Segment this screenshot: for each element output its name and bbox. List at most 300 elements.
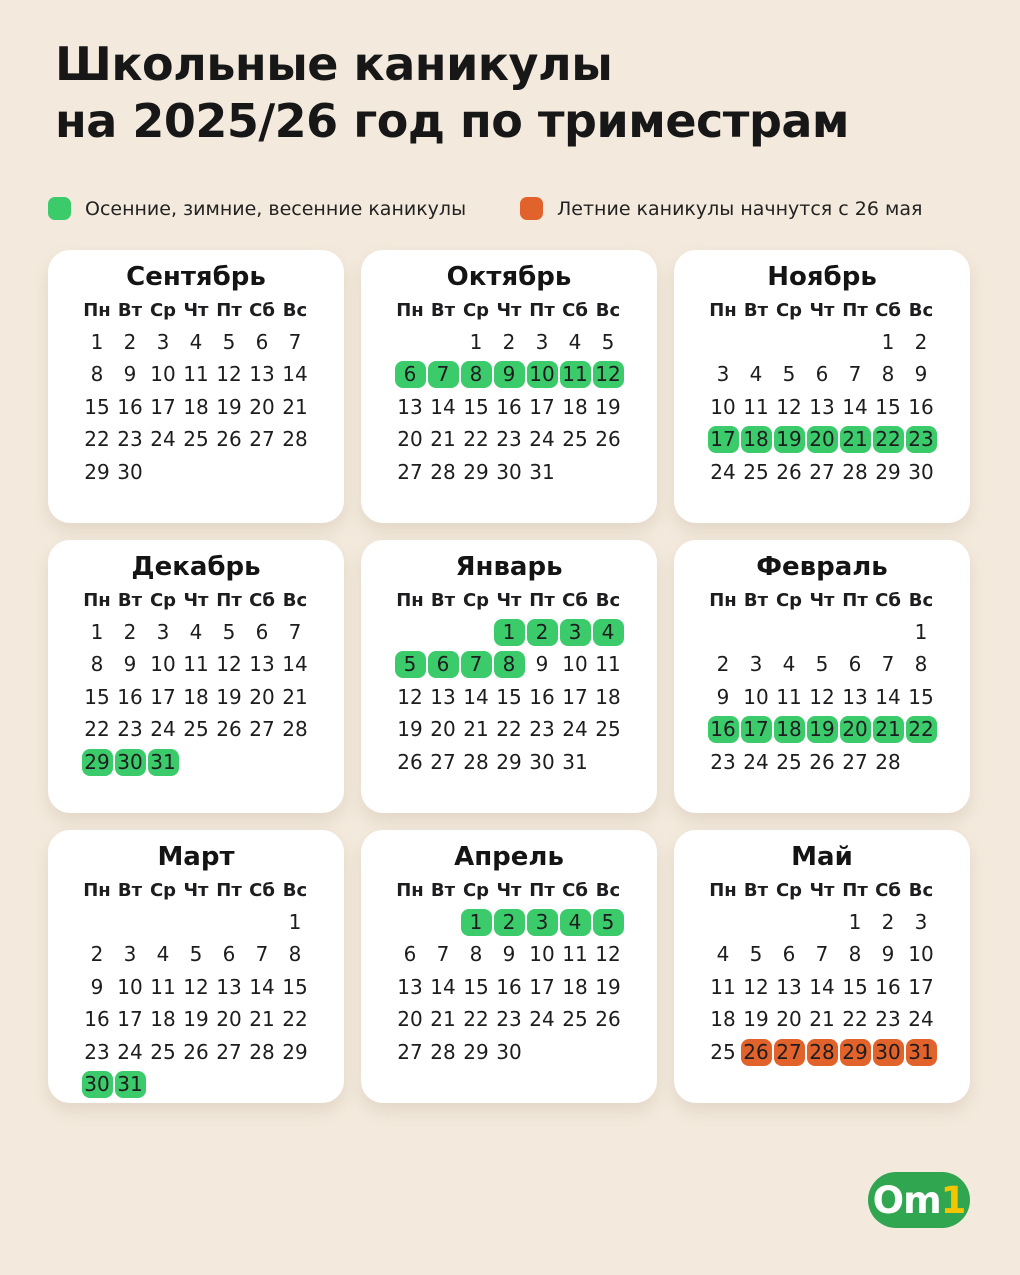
day-cell: 26 [216,427,242,451]
month-card [674,540,970,813]
day-cell: 14 [842,394,868,419]
empty-cell [839,617,872,650]
day-cell: 4 [156,942,170,966]
day-cell: 24 [529,1007,555,1031]
day-cell: 21 [463,717,489,741]
day-cell: 14 [249,974,275,999]
om1-logo [868,1172,970,1228]
day-cell: 24 [743,749,769,774]
day-cell: 23 [496,427,522,451]
day-cell: 21 [839,424,872,457]
day-cell: 16 [529,684,555,709]
day-cell: 12 [397,684,423,709]
day-cell: 8 [848,942,862,966]
day-cell: 14 [875,684,901,709]
weekday-label: Ср [149,880,177,901]
day-cell: 12 [592,359,625,392]
day-cell: 4 [568,329,582,354]
month-title: Октябрь [446,262,572,292]
weekday-label: Пт [216,300,242,321]
day-cell: 22 [463,427,489,451]
weekday-label: Вт [117,880,143,901]
day-cell: 23 [496,1007,522,1031]
month-title: Февраль [756,552,888,582]
empty-cell [246,907,279,940]
day-cell: 10 [529,942,555,966]
day-cell: 8 [493,649,526,682]
day-cell: 28 [249,1039,275,1064]
day-cell: 27 [773,1037,806,1070]
day-cell: 14 [282,362,308,386]
day-cell: 23 [117,717,143,741]
weekday-label: Сб [875,590,901,611]
day-cell: 29 [282,1039,308,1064]
empty-cell [872,617,905,650]
day-cell: 16 [496,394,522,419]
day-cell: 17 [117,1007,143,1031]
day-cell: 7 [288,619,302,644]
month-title: Декабрь [131,552,261,582]
empty-cell [213,907,246,940]
day-cell: 24 [908,1007,934,1031]
day-cell: 21 [872,714,905,747]
day-cell: 9 [502,942,516,966]
day-cell: 17 [707,424,740,457]
day-cell: 21 [809,1007,835,1031]
day-cell: 16 [875,974,901,999]
day-cell: 18 [595,684,621,709]
day-cell: 27 [809,459,835,484]
day-cell: 2 [716,652,730,676]
day-cell: 20 [249,684,275,709]
weekday-label: Вс [595,590,621,611]
day-cell: 4 [559,907,592,940]
day-cell: 7 [288,329,302,354]
day-cell: 17 [529,974,555,999]
day-cell: 5 [749,942,763,966]
day-cell: 19 [216,684,242,709]
day-cell: 16 [84,1007,110,1031]
day-cell: 25 [562,1007,588,1031]
day-cell: 1 [469,329,483,354]
day-cell: 10 [908,942,934,966]
months-grid [48,250,970,1103]
weekday-label: Вс [595,300,621,321]
empty-cell [773,327,806,360]
weekday-label: Сб [562,300,588,321]
day-cell: 8 [288,942,302,966]
empty-cell [427,327,460,360]
day-grid [674,584,970,779]
day-cell: 26 [216,717,242,741]
day-cell: 31 [562,749,588,774]
day-grid [48,294,344,489]
empty-cell [806,327,839,360]
weekday-label: Чт [809,880,835,901]
day-cell: 9 [123,362,137,386]
weekday-label: Чт [183,300,209,321]
weekday-label: Вт [430,880,456,901]
day-cell: 11 [710,974,736,999]
day-cell: 13 [842,684,868,709]
day-cell: 28 [842,459,868,484]
weekday-label: Вт [430,590,456,611]
month-card [48,250,344,523]
day-cell: 14 [463,684,489,709]
day-cell: 2 [914,329,928,354]
legend-label: Летние каникулы начнутся с 26 мая [557,197,923,220]
green-legend-swatch [48,197,71,220]
day-cell: 7 [881,652,895,676]
day-cell: 7 [460,649,493,682]
day-cell: 13 [809,394,835,419]
month-card [361,540,657,813]
day-cell: 10 [150,362,176,386]
day-cell: 20 [839,714,872,747]
day-cell: 5 [815,652,829,676]
day-cell: 19 [183,1007,209,1031]
day-cell: 26 [776,459,802,484]
empty-cell [427,617,460,650]
day-cell: 4 [189,329,203,354]
day-grid [361,874,657,1069]
day-cell: 17 [562,684,588,709]
day-cell: 6 [782,942,796,966]
day-grid [674,294,970,489]
day-cell: 5 [222,619,236,644]
day-cell: 29 [496,749,522,774]
weekday-label: Пн [83,300,111,321]
day-cell: 10 [710,394,736,419]
day-cell: 11 [150,974,176,999]
day-cell: 9 [881,942,895,966]
day-cell: 22 [84,427,110,451]
day-cell: 6 [255,619,269,644]
weekday-label: Пт [529,590,555,611]
day-cell: 26 [740,1037,773,1070]
day-cell: 8 [90,652,104,676]
day-cell: 6 [222,942,236,966]
weekday-label: Ср [462,590,490,611]
day-cell: 27 [249,427,275,451]
day-cell: 5 [601,329,615,354]
day-cell: 18 [183,394,209,419]
day-cell: 15 [463,394,489,419]
day-cell: 16 [496,974,522,999]
day-cell: 30 [496,459,522,484]
day-cell: 31 [114,1069,147,1102]
weekday-label: Вс [282,880,308,901]
day-cell: 31 [147,747,180,780]
day-cell: 10 [117,974,143,999]
day-cell: 17 [740,714,773,747]
day-cell: 20 [806,424,839,457]
day-cell: 17 [150,684,176,709]
day-cell: 7 [815,942,829,966]
day-cell: 11 [183,362,209,386]
day-cell: 9 [716,684,730,709]
day-cell: 16 [117,684,143,709]
day-cell: 27 [842,749,868,774]
day-cell: 29 [463,459,489,484]
day-cell: 25 [710,1039,736,1064]
day-cell: 25 [183,427,209,451]
logo-text-one: 1 [940,1178,966,1222]
day-cell: 4 [189,619,203,644]
day-cell: 4 [716,942,730,966]
day-cell: 14 [282,652,308,676]
day-cell: 12 [776,394,802,419]
weekday-label: Вт [117,590,143,611]
weekday-label: Чт [496,590,522,611]
legend-label: Осенние, зимние, весенние каникулы [85,197,467,220]
logo-text-om: Om [872,1178,941,1222]
day-cell: 5 [394,649,427,682]
day-cell: 31 [905,1037,938,1070]
weekday-label: Пн [709,300,737,321]
day-cell: 12 [216,652,242,676]
day-cell: 14 [809,974,835,999]
day-cell: 9 [535,652,549,676]
day-cell: 12 [743,974,769,999]
day-cell: 15 [496,684,522,709]
day-cell: 3 [749,652,763,676]
month-card [674,250,970,523]
weekday-label: Пн [396,590,424,611]
day-cell: 1 [493,617,526,650]
day-cell: 29 [839,1037,872,1070]
weekday-label: Пн [709,590,737,611]
weekday-label: Ср [149,590,177,611]
day-cell: 27 [216,1039,242,1064]
page-title [55,36,849,150]
weekday-label: Вс [595,880,621,901]
day-cell: 29 [81,747,114,780]
day-cell: 9 [493,359,526,392]
weekday-label: Вс [908,300,934,321]
day-cell: 15 [908,684,934,709]
day-cell: 20 [397,1007,423,1031]
day-grid [674,874,970,1069]
day-cell: 11 [595,652,621,676]
weekday-label: Ср [462,300,490,321]
day-cell: 13 [776,974,802,999]
day-cell: 22 [463,1007,489,1031]
empty-cell [740,907,773,940]
day-cell: 10 [526,359,559,392]
empty-cell [839,327,872,360]
day-cell: 7 [848,362,862,386]
day-grid [361,294,657,489]
day-cell: 2 [123,619,137,644]
empty-cell [773,907,806,940]
day-cell: 17 [529,394,555,419]
day-cell: 24 [529,427,555,451]
day-cell: 11 [559,359,592,392]
day-cell: 2 [123,329,137,354]
day-cell: 19 [743,1007,769,1031]
weekday-label: Вс [908,590,934,611]
empty-cell [707,907,740,940]
day-cell: 9 [123,652,137,676]
weekday-label: Сб [875,880,901,901]
weekday-label: Чт [496,880,522,901]
empty-cell [427,907,460,940]
month-title: Март [157,842,235,872]
day-cell: 13 [397,394,423,419]
day-cell: 1 [460,907,493,940]
weekday-label: Чт [183,590,209,611]
day-cell: 7 [436,942,450,966]
day-cell: 21 [249,1007,275,1031]
weekday-label: Пт [842,880,868,901]
day-cell: 19 [773,424,806,457]
orange-legend-swatch [520,197,543,220]
day-cell: 7 [427,359,460,392]
day-cell: 1 [90,329,104,354]
day-cell: 18 [183,684,209,709]
day-cell: 22 [872,424,905,457]
weekday-label: Пн [83,590,111,611]
day-cell: 30 [114,747,147,780]
day-cell: 2 [502,329,516,354]
day-cell: 26 [809,749,835,774]
day-cell: 16 [707,714,740,747]
month-card [361,830,657,1103]
day-cell: 15 [875,394,901,419]
day-cell: 24 [117,1039,143,1064]
day-cell: 5 [222,329,236,354]
empty-cell [707,327,740,360]
month-card [48,540,344,813]
day-cell: 10 [743,684,769,709]
day-grid [48,584,344,779]
day-cell: 3 [914,909,928,934]
day-grid [361,584,657,779]
day-cell: 30 [908,459,934,484]
day-cell: 11 [562,942,588,966]
day-cell: 22 [842,1007,868,1031]
weekday-label: Пн [709,880,737,901]
day-cell: 5 [592,907,625,940]
day-cell: 23 [84,1039,110,1064]
day-cell: 27 [397,1039,423,1064]
empty-cell [147,907,180,940]
day-cell: 28 [282,427,308,451]
empty-cell [81,907,114,940]
day-cell: 12 [216,362,242,386]
day-cell: 26 [183,1039,209,1064]
day-cell: 21 [282,684,308,709]
day-cell: 30 [117,459,143,484]
empty-cell [114,907,147,940]
weekday-label: Вт [117,300,143,321]
day-cell: 2 [881,909,895,934]
day-cell: 20 [397,427,423,451]
weekday-label: Чт [183,880,209,901]
day-cell: 20 [216,1007,242,1031]
day-cell: 30 [529,749,555,774]
day-cell: 1 [288,909,302,934]
empty-cell [740,327,773,360]
day-cell: 29 [463,1039,489,1064]
day-cell: 13 [397,974,423,999]
day-cell: 27 [397,459,423,484]
day-cell: 19 [216,394,242,419]
weekday-label: Сб [875,300,901,321]
day-cell: 13 [430,684,456,709]
weekday-label: Пт [216,590,242,611]
day-cell: 28 [806,1037,839,1070]
empty-cell [460,617,493,650]
day-cell: 3 [535,329,549,354]
day-cell: 3 [526,907,559,940]
day-cell: 29 [875,459,901,484]
day-cell: 3 [559,617,592,650]
day-cell: 28 [282,717,308,741]
day-cell: 18 [562,974,588,999]
day-cell: 18 [773,714,806,747]
day-cell: 9 [914,362,928,386]
day-cell: 25 [562,427,588,451]
day-cell: 13 [216,974,242,999]
month-card [361,250,657,523]
day-cell: 12 [183,974,209,999]
month-title: Ноябрь [767,262,877,292]
month-title: Май [791,842,853,872]
day-cell: 28 [430,459,456,484]
day-cell: 30 [81,1069,114,1102]
day-cell: 31 [529,459,555,484]
day-cell: 26 [397,749,423,774]
empty-cell [394,617,427,650]
day-cell: 3 [156,619,170,644]
day-cell: 3 [716,362,730,386]
day-cell: 17 [150,394,176,419]
day-cell: 4 [782,652,796,676]
day-cell: 8 [90,362,104,386]
empty-cell [773,617,806,650]
empty-cell [180,907,213,940]
weekday-label: Сб [249,590,275,611]
day-cell: 25 [776,749,802,774]
day-cell: 28 [463,749,489,774]
month-title: Январь [455,552,563,582]
weekday-label: Пт [842,590,868,611]
day-cell: 13 [249,362,275,386]
day-cell: 6 [394,359,427,392]
day-cell: 8 [460,359,493,392]
day-cell: 4 [592,617,625,650]
day-cell: 1 [914,619,928,644]
weekday-label: Ср [775,590,803,611]
day-cell: 6 [427,649,460,682]
empty-cell [740,617,773,650]
day-cell: 10 [150,652,176,676]
weekday-label: Вт [430,300,456,321]
day-cell: 24 [710,459,736,484]
day-cell: 18 [150,1007,176,1031]
day-cell: 6 [815,362,829,386]
day-cell: 23 [710,749,736,774]
page-title-line2: на 2025/26 год по триместрам [55,94,850,148]
day-cell: 1 [881,329,895,354]
legend-item-regular-holidays [48,197,466,220]
weekday-label: Пн [83,880,111,901]
day-cell: 2 [493,907,526,940]
weekday-label: Ср [775,880,803,901]
day-cell: 18 [740,424,773,457]
